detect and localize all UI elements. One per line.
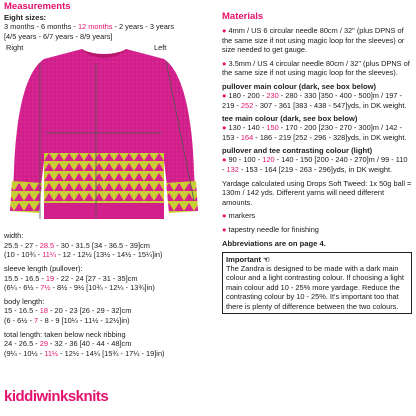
- yardage-note: Yardage calculated using Drops Soft Tweed: 1x 50g ball = 130m / 142 yds. Different yarns will need different amounts.: [222, 178, 412, 207]
- pointing-hand-icon: ☜: [263, 254, 270, 264]
- text: (10 - 10¾ -: [4, 250, 43, 260]
- text: - 307 - 361 [383 - 438 - 547]yds, in DK weight.: [253, 100, 407, 110]
- text: 15.5 - 16.5 -: [4, 273, 46, 283]
- body-block: [4, 297, 204, 326]
- bullet-icon: ●: [222, 155, 229, 165]
- text: - 20 - 23 [26 - 29 - 32]cm: [47, 306, 132, 316]
- text: - 8 - 9 [10¼ - 11½ - 12½]in): [38, 315, 130, 325]
- important-heading: [226, 255, 408, 264]
- needle-2-text: 3.5mm / US 4 circular needle 80cm / 32" (plus DPNS of the same size if not using magic loop for the sleeves).: [222, 58, 410, 78]
- tapestry-item: [222, 225, 412, 235]
- highlight: 132: [226, 164, 239, 174]
- label-right: Right: [6, 43, 24, 53]
- important-text: The Zandra is designed to be made with a dark main colour and a light contrasting colour. If choosing a light main colour add 10 - 25% more yardage. Reduce the contrasting colour by 10 - 25%. It's important too that there is plenty of difference between the two colours.: [226, 263, 404, 311]
- text: - 8½ - 9½ [10¾ - 12¼ - 13¾]in): [50, 283, 155, 293]
- text: - 32 - 36 [40 - 44 - 48]cm: [47, 339, 132, 349]
- highlight: 150: [266, 123, 279, 133]
- left-column: [4, 0, 204, 362]
- needle-2: [222, 59, 412, 78]
- bullet-icon: ●: [222, 90, 229, 100]
- sizes-line-2: [4/5 years - 6/7 years - 8/9 years]: [4, 31, 113, 41]
- total-line-2: [4, 349, 204, 359]
- highlight: 120: [262, 155, 275, 165]
- text: - 140 - 150 [200 - 240 - 270]m / 99 - 110 -: [222, 155, 408, 174]
- bullet-icon: ●: [222, 224, 229, 234]
- total-line-1: [4, 339, 204, 349]
- measurements-heading: Measurements: [4, 1, 71, 12]
- text: - 280 - 330 [350 - 400 - 500]m / 197 - 219 -: [222, 90, 402, 110]
- bullet-icon: ●: [222, 123, 229, 133]
- text: 130 - 140 -: [228, 123, 267, 133]
- text: 25.5 - 27 -: [4, 240, 40, 250]
- tee-main-text: [222, 123, 412, 142]
- sweater-image: [4, 41, 204, 231]
- logo-text: kiddiwinksknits: [4, 388, 109, 405]
- text: - 12½ - 14¼ [15¾ - 17¼ - 19]in): [58, 348, 165, 358]
- text: (9¼ - 10½ -: [4, 348, 45, 358]
- contrast-heading: pullover and tee contrasting colour (light): [222, 146, 373, 156]
- text: 180 - 200 -: [228, 90, 267, 100]
- sizes-text: 3 months - 6 months -: [4, 22, 78, 31]
- highlight: 11½: [44, 348, 59, 358]
- text: 90 - 100 -: [228, 155, 263, 165]
- highlight: 7½: [40, 283, 51, 293]
- text: - 153 - 164 [219 - 263 - 296]yds, in DK weight.: [238, 164, 393, 174]
- markers-text: markers: [228, 211, 256, 221]
- body-line-2: [4, 316, 204, 326]
- abbreviations-note: Abbreviations are on page 4.: [222, 238, 326, 248]
- bullet-icon: ●: [222, 26, 229, 35]
- body-line-1: [4, 306, 204, 316]
- important-title: Important: [226, 254, 262, 264]
- highlight: 252: [240, 100, 254, 110]
- sizes-line-1: [4, 22, 204, 32]
- tee-main-heading: tee main colour (dark, see box below): [222, 114, 358, 124]
- sleeve-line-1: [4, 274, 204, 284]
- total-heading: total length: taken below neck ribbing: [4, 329, 126, 339]
- width-line-1: [4, 241, 204, 251]
- sleeve-block: [4, 264, 204, 293]
- text: - 30 - 31.5 [34 - 36.5 - 39]cm: [54, 240, 150, 250]
- needle-1-text: 4mm / US 6 circular needle 80cm / 32" (plus DPNS of the same size if not using magic loop for the sleeves) or size needed to get gauge.: [222, 26, 405, 55]
- important-box: [222, 252, 412, 315]
- text: 15 - 16.5 -: [4, 306, 40, 316]
- text: 24 - 26.5 -: [4, 339, 40, 349]
- needle-1: [222, 26, 412, 55]
- highlight: 18: [39, 306, 48, 316]
- text: (6 - 6½ -: [4, 315, 34, 325]
- width-block: [4, 231, 204, 260]
- materials-heading: Materials: [222, 11, 264, 22]
- text: - 170 - 200 [230 - 270 - 300]m / 142 - 153 -: [222, 123, 402, 142]
- width-line-2: [4, 250, 204, 260]
- highlight: 7: [33, 315, 39, 325]
- text: - 12 - 12½ [13½ - 14½ - 15¼]in): [56, 250, 163, 260]
- body-heading: body length:: [4, 296, 45, 306]
- text: - 22 - 24 [27 - 31 - 35]cm: [54, 273, 138, 283]
- sizes-text: - 2 years - 3 years: [112, 22, 175, 31]
- highlight: 28.5: [39, 240, 55, 250]
- pullover-main-text: [222, 91, 412, 110]
- width-heading: width:: [4, 231, 24, 241]
- highlight: 19: [45, 273, 55, 283]
- sleeve-heading: sleeve length (pullover):: [4, 263, 83, 273]
- contrast-text: [222, 155, 412, 174]
- text: - 186 - 219 [252 - 296 - 328]yds, in DK weight.: [253, 132, 407, 142]
- bullet-icon: ●: [222, 58, 229, 68]
- highlight: 11¼: [42, 250, 57, 260]
- bullet-icon: ●: [222, 211, 229, 221]
- sizes-heading: Eight sizes:: [4, 13, 47, 22]
- pullover-main-heading: pullover main colour (dark, see box below): [222, 81, 377, 91]
- sizes-highlight: 12 months: [77, 22, 113, 31]
- sweater-illustration: [4, 41, 204, 231]
- brand-logo: [4, 388, 108, 408]
- markers-item: [222, 211, 412, 221]
- highlight: 29: [39, 339, 48, 349]
- label-left: Left: [154, 43, 167, 53]
- total-block: [4, 330, 204, 359]
- right-column: [222, 0, 412, 314]
- highlight: 230: [266, 90, 279, 100]
- text: (6¼ - 6½ -: [4, 283, 41, 293]
- sleeve-line-2: [4, 283, 204, 293]
- highlight: 164: [240, 132, 254, 142]
- tapestry-text: tapestry needle for finishing: [228, 224, 319, 234]
